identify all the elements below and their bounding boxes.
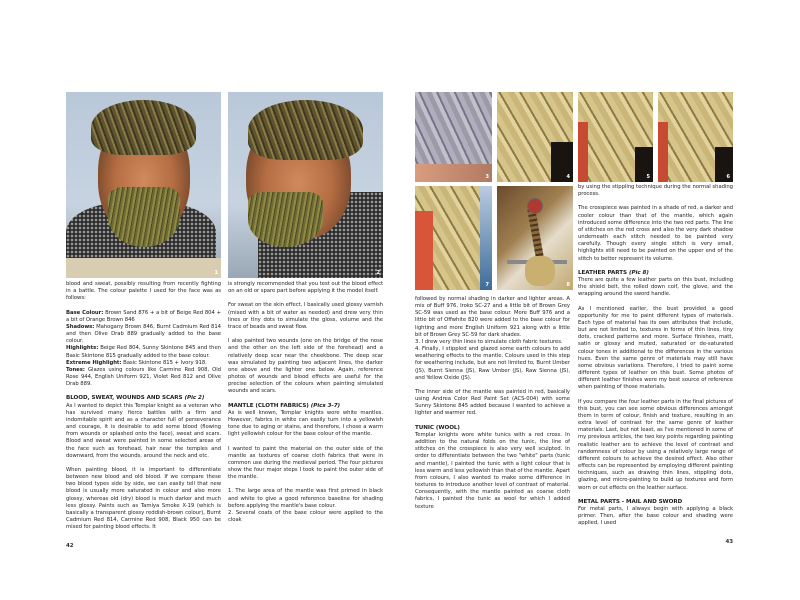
hair	[91, 100, 196, 155]
section-heading	[66, 395, 221, 402]
palette-text: Beige Red 804, Sunny Skintone 845 and then Basic Skintone 815 gradually added to the base colour.	[66, 345, 221, 359]
body-paragraph: For metal parts, I always begin with applying a black primer. Then, after the base colour and shading were applied, I used	[578, 505, 733, 527]
pic-number: 6	[726, 174, 730, 180]
pic-number: 8	[566, 282, 570, 288]
section-heading	[228, 403, 383, 410]
photo-mantle-base-colour	[497, 92, 573, 182]
tunic-collar	[66, 258, 221, 278]
palette-text: Basic Skintone 815 + Ivory 918.	[121, 359, 207, 366]
body-paragraph: As I wanted to depict this Templar knight as a veteran who has survived many fierce battles with a firm and indomitable spirit and as a character full of perseverance and courage, it is desirable to add some blood (flowing from wounds or splashed onto the face), sweat and scars. Blood and sweat were painted in some selected areas of the face such as forehead, hair near the temples and downward, from the wounds, around the neck and etc.	[66, 402, 221, 459]
body-paragraph: Templar knights wore white tunics with a red cross. In addition to the natural folds on the tunic, the line of stitches on the crosspiece is also very well sculpted. In order to differentiate between the two "white" parts (tunic and mantle), I painted the tunic with a light colour that is less warm and less yellowish than that of the mantle. Apart from colours, I also wanted to make some difference in textures to introduce another level of contrast of material. Consequently, with the mantle painted as coarse cloth fabrics, I painted the tunic as wool for which I added texture	[415, 431, 571, 510]
body-paragraph: The inner side of the mantle was painted in red, basically using Andrea Color Red Paint Set (ACS-004) with some Sunny Skintone 845 added because I wanted to achieve a lighter and warmer red.	[415, 389, 570, 417]
body-paragraph: The crosspiece was painted in a shade of red, a darker and cooler colour than that of the mantle, which again introduced some difference into the two red parts. The line of stitches on the red cross and also the very dark shadow underneath each stitch needed to be painted very carefully. Though every single stitch is very small, highlights still need to be painted on the upper end of the stitch to better represent its volume.	[578, 205, 733, 262]
pic-number: 7	[485, 282, 489, 288]
step-item: 4. Finally, I stippled and glazed some earth colours to add weathering effects to the mantle. Colours used in this step for weathering include, but are not limited to, Burnt Umber (JS), Burnt Sienna (JS), Raw Umber (JS), Raw Sienna (JS), and Yellow Oxide (JS).	[415, 346, 570, 381]
body-paragraph: As is well known, Templar knights wore white mantles. However, fabrics in white can easily turn into a yellowish tone due to aging or stains, and therefore, I chose a warm light yellowish colour for the base colour of the mantle.	[228, 409, 383, 438]
body-paragraph: For sweat on the skin effect, I basically used glossy varnish (mixed with a bit of water as needed) and drew very thin lines or tiny dots to simulate the gloss, volume and the trace of beads and sweat flow.	[228, 302, 383, 330]
photo-mantle-primed	[415, 92, 492, 182]
right-column-2	[578, 184, 733, 546]
photo-face-front	[66, 92, 221, 278]
heading-text: LEATHER PARTS	[578, 269, 628, 276]
palette-text: Glazes using colours like Carmine Red 908, Old Rose 944, English Uniform 921, Violet Red 812 and Olive Drab 889.	[66, 366, 221, 388]
shadow-area	[635, 147, 653, 182]
photo-face-profile	[228, 92, 383, 278]
hand	[415, 164, 492, 182]
body-paragraph: When painting blood, it is important to differentiate between new blood and old blood. If we compare these two blood types side by side, we can easily tell that new blood is usually more saturated in colour and also more glossy, whereas old (dry) blood is much darker and much less glossy. Paints such as Tamiya Smoke X-19 (which is basically a transparent glossy reddish-brown colour), Burnt Cadmium Red 814, Carmine Red 908, Black 950 can be mixed for painting blood effects. It	[66, 467, 221, 531]
pic-number: 1	[214, 270, 218, 276]
beard	[248, 192, 323, 247]
photo-mantle-textures	[578, 92, 653, 182]
body-paragraph: I wanted to paint the material on the outer side of the mantle as textures of coarse cloth fabrics that were in common use during the medieval period. The four pictures show the four major steps I took to paint the outer side of the mantle.	[228, 445, 383, 481]
body-paragraph: As I mentioned earlier, the bust provided a good opportunity for me to paint different types of materials. Each type of material has its own attributes that include, but are not limited to, textures in forms of thin lines, tiny dots, cracked patterns and more. Surface finishes, matt, satin or glossy and muted, saturated or de-saturated colour tones in additional to the differences in the various hues. Even the same genre of materials may still have some obvious variations. Therefore, I tried to paint some different types of leather on this bust. Some photos of different leather finishes were my best source of reference when painting of those materials.	[578, 305, 733, 391]
section-heading: TUNIC (WOOL)	[415, 424, 460, 431]
pic-number: 5	[646, 174, 650, 180]
shadow-area	[715, 147, 733, 182]
red-lining	[415, 211, 433, 290]
palette-label: Base Colour:	[66, 309, 104, 316]
pic-reference: (Pics 3-7)	[310, 402, 341, 409]
step-item: 2. Several coats of the base colour were applied to the cloak	[228, 509, 383, 524]
step-item: 3. I drew very thin lines to simulate cloth fabric textures.	[415, 338, 563, 345]
heading-text: MANTLE (CLOTH FABRICS)	[228, 402, 309, 409]
photo-sword-leather	[497, 186, 573, 290]
body-paragraph: is strongly recommended that you test out the blood effect on an old or spare part before applying it the model itself.	[228, 281, 383, 295]
body-paragraph: blood and sweat, possibly resulting from recently fighting in a battle. The colour palette I used for the face was as follows:	[66, 281, 221, 302]
palette-label: Shadows:	[66, 323, 95, 330]
colour-palette	[66, 310, 221, 389]
body-paragraph: If you compare the four leather parts in the final pictures of this bust, you can see some obvious differences amongst them in term of colour, finish and texture, resulting in an extra level of contrast for the same genre of leather materials. Last, but not least, as I've mentioned in some of my previous articles, the two key points regarding painting realistic leather are to achieve the level of contrast and randomness of colour by using a relatively large range of different colours to achieve the desired effect. Also other effects can be represented by employing different painting techniques, such as drawing thin lines, stippling dots, glazing, and micro-painting to build up textures and form worn or cut effects on the leather surface.	[578, 398, 733, 491]
beard	[108, 187, 180, 247]
palette-text: Brown Sand 876 + a bit of Beige Red 804 + a bit of Orange Brown 846	[66, 309, 221, 323]
palette-label: Tones:	[66, 366, 85, 373]
hair	[248, 100, 363, 160]
body-paragraph: by using the stippling technique during the normal shading process.	[578, 184, 733, 198]
palette-label: Extreme Highlight:	[66, 359, 122, 366]
page-number-left: 42	[66, 543, 74, 550]
background-sky	[480, 186, 492, 290]
body-paragraph: followed by normal shading in darker and lighter areas. A mix of Buff 976, Iroko SC-27 and a little bit of Brown Grey SC-59 was used as the base colour. More Buff 976 and a little bit of Offwhite 820 were added to the base colour for lighting and more English Uniform 921 along with a little bit of Brown Grey SC-59 for dark shades.	[415, 296, 570, 338]
photo-mantle-inner-red	[415, 186, 492, 290]
pic-number: 4	[566, 174, 570, 180]
pic-reference: (Pic 2)	[184, 395, 205, 402]
pic-number: 2	[376, 270, 380, 276]
red-lining	[658, 122, 668, 182]
body-paragraph: There are quite a few leather parts on this bust, including the shield belt, the rolled down coif, the glove, and the wrapping around the sword handle.	[578, 277, 733, 298]
palette-text: Mahogany Brown 846, Burnt Cadmium Red 814 and then Olive Drab 889 gradually added to the base colour.	[66, 323, 221, 345]
section-heading	[578, 270, 733, 277]
right-column-1	[415, 296, 570, 518]
left-column-2	[228, 281, 383, 524]
page-number-right: 43	[725, 539, 733, 546]
sword-pommel	[527, 198, 543, 214]
left-column-1	[66, 281, 221, 550]
section-heading: METAL PARTS - MAIL AND SWORD	[578, 498, 683, 505]
pic-reference: (Pic 8)	[628, 269, 649, 276]
step-item: 1. The large area of the mantle was first primed in black and white to give a good reference baseline for shading before applying the mantle's base colour.	[228, 488, 383, 509]
red-lining	[578, 122, 588, 182]
leather-glove	[525, 256, 555, 286]
photo-mantle-weathered	[658, 92, 733, 182]
pic-number: 3	[485, 174, 489, 180]
heading-text: BLOOD, SWEAT, WOUNDS AND SCARS	[66, 395, 183, 402]
body-paragraph: I also painted two wounds (one on the bridge of the nose and the other on the left side of the forehead) and a relatively deep scar near the cheekbone. The deep scar was simulated by painting two adjacent lines, the darker one above and the lighter one below. Again, reference photos of wounds and blood effects are useful for the precise selection of the colours when painting simulated wounds and scars.	[228, 338, 383, 395]
palette-label: Highlights:	[66, 345, 99, 352]
